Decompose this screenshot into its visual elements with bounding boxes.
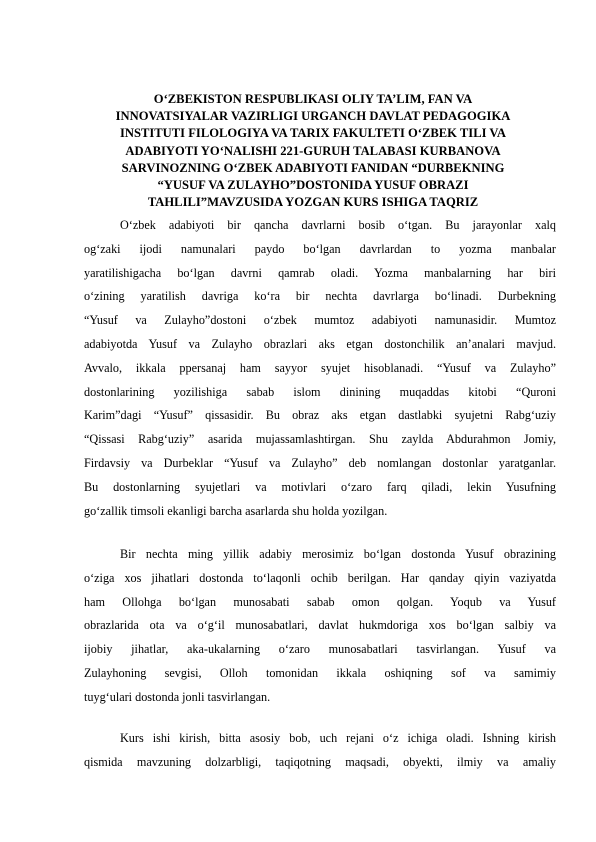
- title-line: INNOVATSIYALAR VAZIRLIGI URGANCH DAVLAT PEDAGOGIKA: [115, 109, 511, 124]
- paragraph-line: Firdavsiy va Durbeklar “Yusuf va Zulayho” deb nomlangan dostonlar yaratganlar.: [84, 455, 556, 470]
- paragraph-line: dostonlarining yozilishiga sabab islom dinining muqaddas kitobi “Quroni: [84, 384, 556, 399]
- paragraph-line: qismida mavzuning dolzarbligi, taqiqotning maqsadi, obyekti, ilmiy va amaliy: [84, 754, 556, 769]
- paragraph-line: ijobiy jihatlar, aka-ukalarning o‘zaro munosabatlari tasvirlangan. Yusuf va: [84, 642, 556, 657]
- paragraph-line: Avvalo, ikkala ppersanaj ham sayyor syujet hisoblanadi. “Yusuf va Zulayho”: [84, 360, 556, 375]
- document-title: [80, 91, 546, 211]
- paragraph-line: “Qissasi Rabg‘uziy” asarida mujassamlashtirgan. Shu zaylda Abdurahmon Jomiy,: [84, 432, 556, 447]
- paragraph-line: tuyg‘ulari dostonda jonli tasvirlangan.: [84, 689, 271, 704]
- title-line: ADABIYOTI YO‘NALISHI 221-GURUH TALABASI KURBANOVA: [125, 143, 501, 158]
- paragraph-2: [84, 543, 556, 710]
- title-line: TAHLILI”MAVZUSIDA YOZGAN KURS ISHIGA TAQRIZ: [147, 195, 479, 210]
- paragraph-line: Karim”dagi “Yusuf” qissasidir. Bu obraz aks etgan dastlabki syujetni Rabg‘uziy: [84, 408, 556, 423]
- title-line: SARVINOZNING O‘ZBEK ADABIYOTI FANIDAN “DURBEKNING: [121, 160, 505, 175]
- paragraph-line: o‘zining yaratilish davriga ko‘ra bir nechta davrlarga bo‘linadi. Durbekning: [84, 289, 556, 304]
- paragraph-line: ham Ollohga bo‘lgan munosabati sabab omon qolgan. Yoqub va Yusuf: [84, 594, 556, 609]
- paragraph-line: adabiyotda Yusuf va Zulayho obrazlari aks etgan dostonchilik an’analari mavjud.: [84, 336, 556, 351]
- title-line: “YUSUF VA ZULAYHO”DOSTONIDA YUSUF OBRAZI: [157, 178, 469, 193]
- paragraph-line: yaratilishigacha bo‘lgan davrni qamrab oladi. Yozma manbalarning har biri: [84, 265, 556, 280]
- paragraph-line: Bir nechta ming yillik adabiy merosimiz bo‘lgan dostonda Yusuf obrazining: [120, 547, 556, 561]
- paragraph-line: og‘zaki ijodi namunalari paydo bo‘lgan davrlardan to yozma manbalar: [84, 241, 556, 256]
- paragraph-line: o‘ziga xos jihatlari dostonda to‘laqonli ochib berilgan. Har qanday qiyin vaziyatda: [84, 570, 556, 585]
- paragraph-1: [84, 214, 556, 523]
- paragraph-line: O‘zbek adabiyoti bir qancha davrlarni bosib o‘tgan. Bu jarayonlar xalq: [120, 218, 556, 232]
- paragraph-line: “Yusuf va Zulayho”dostoni o‘zbek mumtoz adabiyoti namunasidir. Mumtoz: [84, 313, 556, 328]
- paragraph-line: go‘zallik timsoli ekanligi barcha asarlarda shu holda yozilgan.: [84, 503, 388, 518]
- title-line: INSTITUTI FILOLOGIYA VA TARIX FAKULTETI O‘ZBEK TILI VA: [119, 126, 506, 141]
- paragraph-line: obrazlarida ota va o‘g‘il munosabatlari, davlat hukmdoriga xos bo‘lgan salbiy va: [84, 618, 556, 633]
- paragraph-3: [84, 727, 556, 775]
- paragraph-line: Zulayhoning sevgisi, Olloh tomonidan ikkala oshiqning sof va samimiy: [84, 665, 556, 680]
- paragraph-line: Bu dostonlarning syujetlari va motivlari o‘zaro farq qiladi, lekin Yusufning: [84, 479, 556, 494]
- title-line: O‘ZBEKISTON RESPUBLIKASI OLIY TA’LIM, FAN VA: [153, 92, 473, 106]
- paragraph-line: Kurs ishi kirish, bitta asosiy bob, uch rejani o‘z ichiga oladi. Ishning kirish: [120, 731, 556, 745]
